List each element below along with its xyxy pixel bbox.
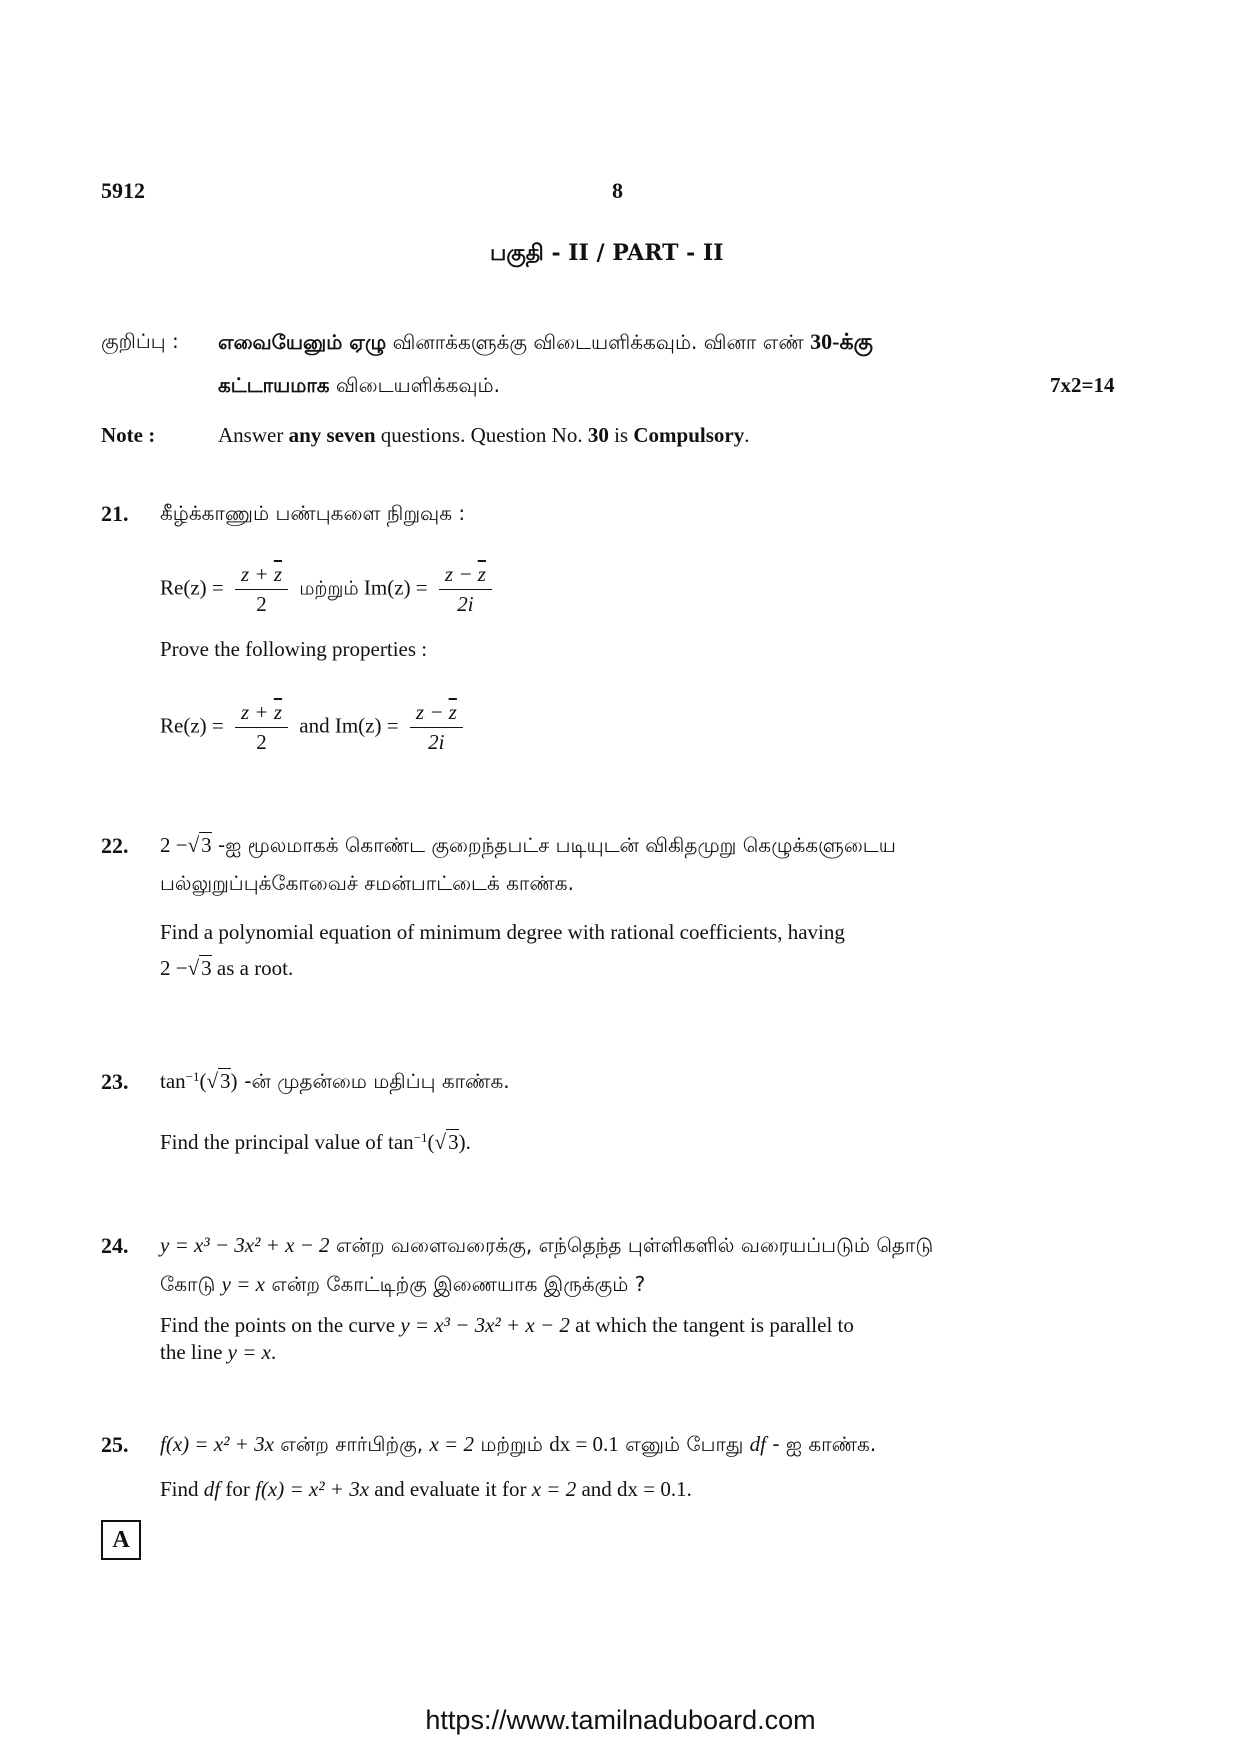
q22-number: 22. xyxy=(101,833,129,858)
re-num-zbar-en: $\overline{z}$ xyxy=(273,700,283,724)
q23-tan: tan xyxy=(160,1069,186,1093)
q22-root-a: 2 − xyxy=(160,833,188,857)
q25-en-d: and xyxy=(581,1477,612,1501)
tamil-note-bold: எவையேனும் ஏழு xyxy=(218,330,387,354)
q22-root-en: 2 −√3 xyxy=(160,956,212,980)
q25-dx-en: dx = 0.1 xyxy=(617,1477,687,1501)
q21-tamil-text: கீழ்க்காணும் பண்புகளை நிறுவுக : xyxy=(160,501,466,525)
marks-allotment: 7x2=14 xyxy=(1050,373,1115,397)
q23-arg: 3 xyxy=(220,1069,231,1093)
q22-root-a-en: 2 − xyxy=(160,956,188,980)
im-den-en: 2i xyxy=(428,730,445,754)
q24-english-line2: the line y = x. xyxy=(160,1340,277,1364)
im-label-en: Im(z) = xyxy=(334,713,399,738)
q22-english-line2 xyxy=(160,956,293,981)
note-any-seven: any seven xyxy=(288,423,376,447)
q21-english-text: Prove the following properties : xyxy=(160,637,428,661)
paper-code: 5912 xyxy=(101,178,145,203)
note-part2: questions. Question No. xyxy=(380,423,583,447)
im-num-zbar: $\overline{z}$ xyxy=(477,562,486,586)
note-end: . xyxy=(744,423,750,447)
im-fraction-en xyxy=(410,700,463,755)
q24-curve: y = x³ − 3x² + x − 2 xyxy=(160,1233,330,1257)
english-note-label: Note : xyxy=(101,423,156,447)
re-num-a: z + xyxy=(240,562,274,586)
q22-root-radicand: 3 xyxy=(201,833,212,857)
q25-x: x = 2 xyxy=(429,1432,474,1456)
re-num-a-en: z + xyxy=(240,700,274,724)
q22-english-line1: Find a polynomial equation of minimum degree with rational coefficients, having xyxy=(160,920,845,944)
q25-x-en: x = 2 xyxy=(531,1477,577,1501)
tamil-note-line2 xyxy=(218,373,500,400)
q22-root: 2 −√3 xyxy=(160,833,212,857)
tamil-note-bold2: கட்டாயமாக xyxy=(218,373,330,397)
q25-ta-a: என்ற சார்பிற்கு, xyxy=(280,1432,424,1456)
tamil-note-line1 xyxy=(218,329,873,358)
q24-ta-text2a: கோடு xyxy=(160,1272,216,1296)
q22-en-text2: as a root. xyxy=(216,956,294,980)
im-fraction xyxy=(439,562,492,617)
q25-ta-b: மற்றும் xyxy=(480,1432,543,1456)
im-num-a-en: z − xyxy=(415,700,449,724)
note-part1: Answer xyxy=(218,423,284,447)
q23-tan-en: tan xyxy=(388,1130,414,1154)
q25-dx: dx = 0.1 xyxy=(549,1432,619,1456)
im-den: 2i xyxy=(457,592,474,616)
q22-tamil-line2: பல்லுறுப்புக்கோவைச் சமன்பாட்டைக் காண்க. xyxy=(160,871,574,895)
note-compulsory: Compulsory xyxy=(633,423,745,447)
q24-en-text1b: at which the tangent is parallel to xyxy=(575,1313,854,1337)
q24-line-en: y = x xyxy=(227,1340,271,1364)
q25-number: 25. xyxy=(101,1432,129,1457)
q23-number: 23. xyxy=(101,1069,129,1094)
im-label: Im(z) = xyxy=(363,575,428,600)
q25-ta-d: - ஐ காண்க. xyxy=(772,1432,877,1456)
q25-en-a: Find xyxy=(160,1477,199,1501)
re-label: Re(z) = xyxy=(160,575,224,600)
q23-ta-text: -ன் முதன்மை மதிப்பு காண்க. xyxy=(244,1069,510,1093)
q23-tamil-line xyxy=(160,1069,510,1096)
q23-expr: $\tan^{-1}(√3)$ xyxy=(160,1068,238,1093)
tamil-note-qnum: 30-க்கு xyxy=(810,329,873,354)
q24-curve-en: y = x³ − 3x² + x − 2 xyxy=(400,1313,570,1337)
q24-number: 24. xyxy=(101,1233,129,1258)
q24-en-text2: the line xyxy=(160,1340,223,1364)
page-number: 8 xyxy=(612,178,623,203)
q24-line: y = x xyxy=(221,1272,265,1296)
re-fraction-en xyxy=(235,700,288,755)
im-num-a: z − xyxy=(444,562,478,586)
q25-func: f(x) = x² + 3x xyxy=(160,1432,274,1456)
q25-ta-c: எனும் போது xyxy=(625,1432,744,1456)
re-num-zbar: $\overline{z}$ xyxy=(273,562,283,586)
q25-df-en: df xyxy=(203,1477,221,1501)
re-den: 2 xyxy=(256,592,267,616)
tamil-note-text2: விடையளிக்கவும். xyxy=(335,373,500,397)
q23-exp: −1 xyxy=(185,1068,200,1084)
footer-url[interactable]: https://www.tamilnaduboard.com xyxy=(425,1705,816,1735)
q23-en-text: Find the principal value of xyxy=(160,1130,383,1154)
re-fraction xyxy=(235,562,288,617)
tamil-and: மற்றும் xyxy=(299,577,359,600)
q25-en-c: and evaluate it for xyxy=(374,1477,527,1501)
tamil-note-label: குறிப்பு : xyxy=(101,329,179,353)
q25-func-en: f(x) = x² + 3x xyxy=(255,1477,370,1501)
q24-english-line1 xyxy=(160,1313,854,1338)
tamil-note-text: வினாக்களுக்கு விடையளிக்கவும். வினா எண் xyxy=(392,330,804,354)
q23-expr-en: $\tan^{-1}(√3)$. xyxy=(388,1129,471,1154)
note-qnum: 30 xyxy=(587,423,609,447)
q24-tamil-line1 xyxy=(160,1233,933,1260)
q21-tamil-formula xyxy=(160,562,498,617)
q24-ta-text2b: என்ற கோட்டிற்கு இணையாக இருக்கும் ? xyxy=(271,1272,646,1296)
q25-english-line xyxy=(160,1477,692,1502)
q23-english-line xyxy=(160,1130,471,1155)
q23-arg-en: 3 xyxy=(448,1130,459,1154)
im-num-zbar-en: $\overline{z}$ xyxy=(448,700,457,724)
q22-root-radicand-en: 3 xyxy=(201,956,212,980)
q25-df: df xyxy=(749,1432,766,1456)
note-part3: is xyxy=(614,423,629,447)
q24-ta-text1: என்ற வளைவரைக்கு, எந்தெந்த புள்ளிகளில் வரையப்படும் தொடு xyxy=(335,1233,934,1257)
english-and: and xyxy=(299,713,330,738)
q24-en-text1a: Find the points on the curve xyxy=(160,1313,396,1337)
q22-ta-text1: -ஐ மூலமாகக் கொண்ட குறைந்தபட்ச படியுடன் விகிதமுறு கெழுக்களுடைய xyxy=(217,833,896,857)
version-box: A xyxy=(101,1520,141,1560)
re-label-en: Re(z) = xyxy=(160,713,224,738)
q25-en-end: . xyxy=(686,1477,692,1501)
q22-tamil-line1 xyxy=(160,833,896,860)
q21-english-formula xyxy=(160,700,469,755)
english-note-text xyxy=(218,423,749,448)
part-title: பகுதி - II / PART - II xyxy=(490,240,724,266)
q25-en-b: for xyxy=(225,1477,250,1501)
q24-tamil-line2 xyxy=(160,1272,645,1299)
q25-tamil-line xyxy=(160,1432,876,1459)
q23-exp-en: −1 xyxy=(413,1129,428,1145)
q21-number: 21. xyxy=(101,501,129,526)
re-den-en: 2 xyxy=(256,730,267,754)
